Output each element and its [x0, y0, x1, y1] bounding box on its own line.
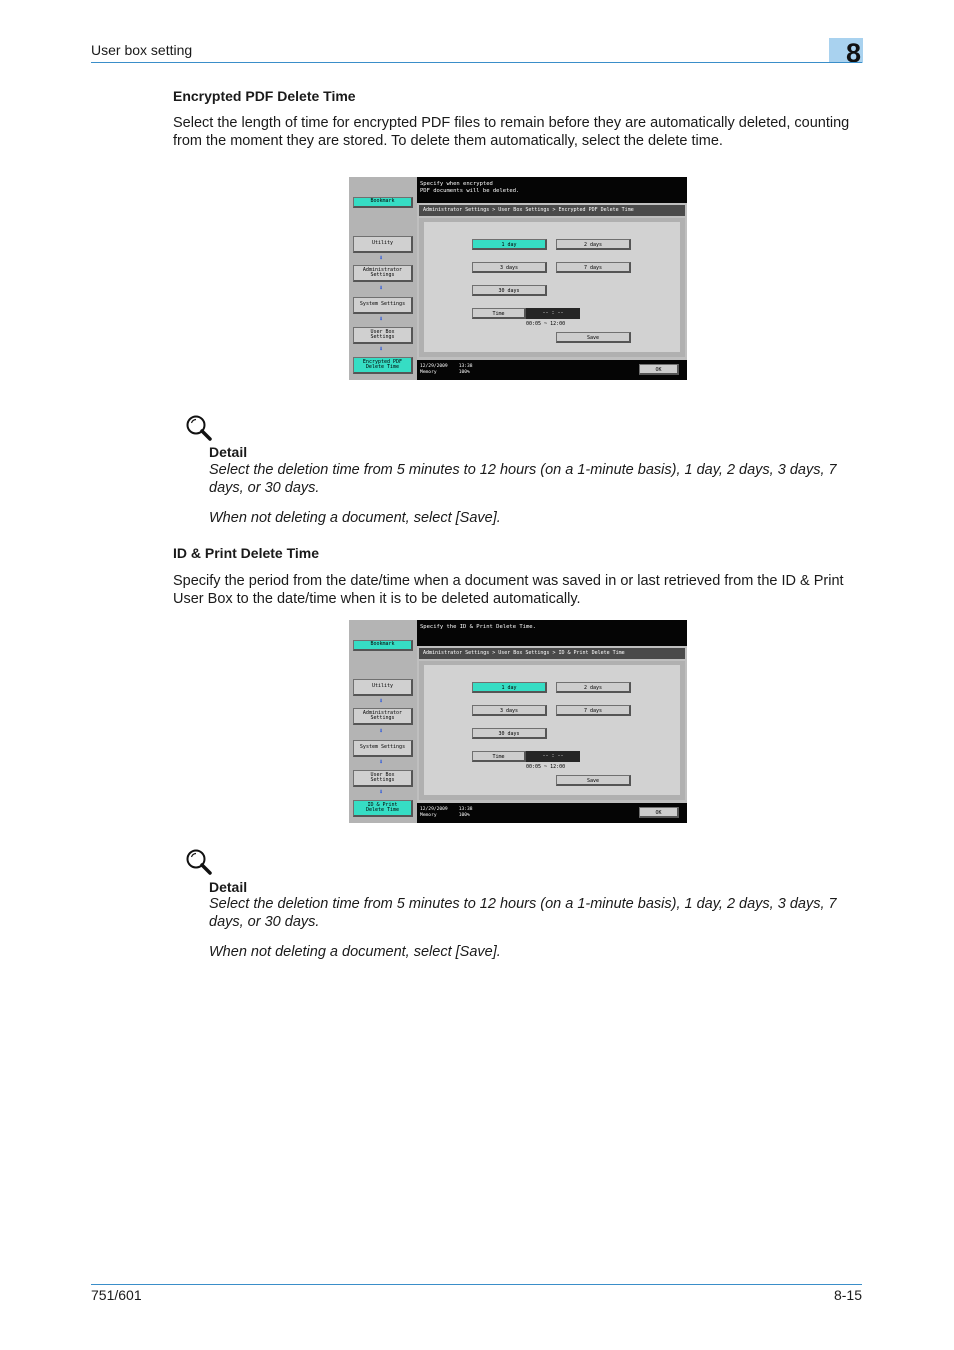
panel-screenshot-encrypted-pdf — [349, 177, 687, 380]
arrow-down-icon: ⬇ — [379, 788, 384, 796]
status-bar: 12/29/2009 13:38 Memory 100% — [417, 360, 633, 380]
time-value: -- : -- — [526, 751, 580, 762]
panel-content — [419, 218, 685, 357]
arrow-down-icon: ⬇ — [379, 758, 384, 766]
section-body-encrypted-pdf: Select the length of time for encrypted PDF files to remain before they are automatically deleted, counting from the moment they are stored. To delete them automatically, select the delete time. — [173, 115, 850, 149]
ok-area — [633, 803, 687, 823]
option-3-days[interactable]: 3 days — [472, 262, 547, 273]
bookmark-button[interactable]: Bookmark — [353, 197, 413, 208]
save-button[interactable]: Save — [556, 775, 631, 786]
option-1-day[interactable]: 1 day — [472, 682, 547, 693]
footer-model: 751/601 — [91, 1287, 142, 1303]
magnifier-icon — [185, 414, 213, 442]
nav-system-settings[interactable]: System Settings — [353, 740, 413, 757]
option-30-days[interactable]: 30 days — [472, 728, 547, 739]
time-value: -- : -- — [526, 308, 580, 319]
arrow-down-icon: ⬇ — [379, 697, 384, 705]
option-30-days[interactable]: 30 days — [472, 285, 547, 296]
arrow-down-icon: ⬇ — [379, 254, 384, 262]
magnifier-icon — [185, 848, 213, 876]
section-title-encrypted-pdf: Encrypted PDF Delete Time — [173, 88, 356, 104]
detail-label: Detail — [209, 879, 248, 895]
detail-label: Detail — [209, 444, 248, 460]
detail-text: When not deleting a document, select [Save]. — [209, 944, 501, 960]
nav-current-screen[interactable]: Encrypted PDF Delete Time — [353, 357, 413, 374]
detail-text: Select the deletion time from 5 minutes to 12 hours (on a 1-minute basis), 1 day, 2 days, 3 days, 7 days, or 30 days. — [209, 896, 837, 930]
nav-user-box-settings[interactable]: User Box Settings — [353, 770, 413, 787]
nav-utility[interactable]: Utility — [353, 679, 413, 696]
detail-text: When not deleting a document, select [Save]. — [209, 510, 501, 526]
section-title-id-print: ID & Print Delete Time — [173, 545, 320, 561]
panel-breadcrumb: Administrator Settings > User Box Settings > Encrypted PDF Delete Time — [419, 205, 685, 216]
panel-content — [419, 661, 685, 800]
panel-message: Specify when encrypted PDF documents will be deleted. — [417, 177, 687, 203]
chapter-number: 8 — [829, 38, 863, 63]
time-range: 00:05 ~ 12:00 — [526, 764, 566, 770]
options-area — [424, 222, 680, 352]
nav-current-screen[interactable]: ID & Print Delete Time — [353, 800, 413, 817]
running-header: User box setting — [91, 42, 193, 58]
nav-utility[interactable]: Utility — [353, 236, 413, 253]
time-button[interactable]: Time — [472, 751, 526, 762]
option-2-days[interactable]: 2 days — [556, 239, 631, 250]
nav-user-box-settings[interactable]: User Box Settings — [353, 327, 413, 344]
header-divider — [91, 62, 862, 63]
panel-breadcrumb: Administrator Settings > User Box Settings > ID & Print Delete Time — [419, 648, 685, 659]
ok-button[interactable]: OK — [639, 364, 679, 375]
panel-message: Specify the ID & Print Delete Time. — [417, 620, 687, 646]
status-bar: 12/29/2009 13:38 Memory 100% — [417, 803, 633, 823]
option-2-days[interactable]: 2 days — [556, 682, 631, 693]
arrow-down-icon: ⬇ — [379, 345, 384, 353]
arrow-down-icon: ⬇ — [379, 315, 384, 323]
bookmark-button[interactable]: Bookmark — [353, 640, 413, 651]
option-1-day[interactable]: 1 day — [472, 239, 547, 250]
nav-administrator-settings[interactable]: Administrator Settings — [353, 708, 413, 725]
option-3-days[interactable]: 3 days — [472, 705, 547, 716]
nav-administrator-settings[interactable]: Administrator Settings — [353, 265, 413, 282]
option-7-days[interactable]: 7 days — [556, 705, 631, 716]
page-number: 8-15 — [833, 1287, 862, 1303]
nav-system-settings[interactable]: System Settings — [353, 297, 413, 314]
time-button[interactable]: Time — [472, 308, 526, 319]
ok-button[interactable]: OK — [639, 807, 679, 818]
time-range: 00:05 ~ 12:00 — [526, 321, 566, 327]
save-button[interactable]: Save — [556, 332, 631, 343]
detail-text: Select the deletion time from 5 minutes to 12 hours (on a 1-minute basis), 1 day, 2 days, 3 days, 7 days, or 30 days. — [209, 462, 837, 496]
section-body-id-print: Specify the period from the date/time when a document was saved in or last retrieved from the ID & Print User Box to the date/time when it is to be deleted automatically. — [173, 573, 844, 607]
panel-screenshot-id-print — [349, 620, 687, 823]
footer-divider — [91, 1284, 862, 1285]
ok-area — [633, 360, 687, 380]
arrow-down-icon: ⬇ — [379, 727, 384, 735]
option-7-days[interactable]: 7 days — [556, 262, 631, 273]
options-area — [424, 665, 680, 795]
arrow-down-icon: ⬇ — [379, 284, 384, 292]
